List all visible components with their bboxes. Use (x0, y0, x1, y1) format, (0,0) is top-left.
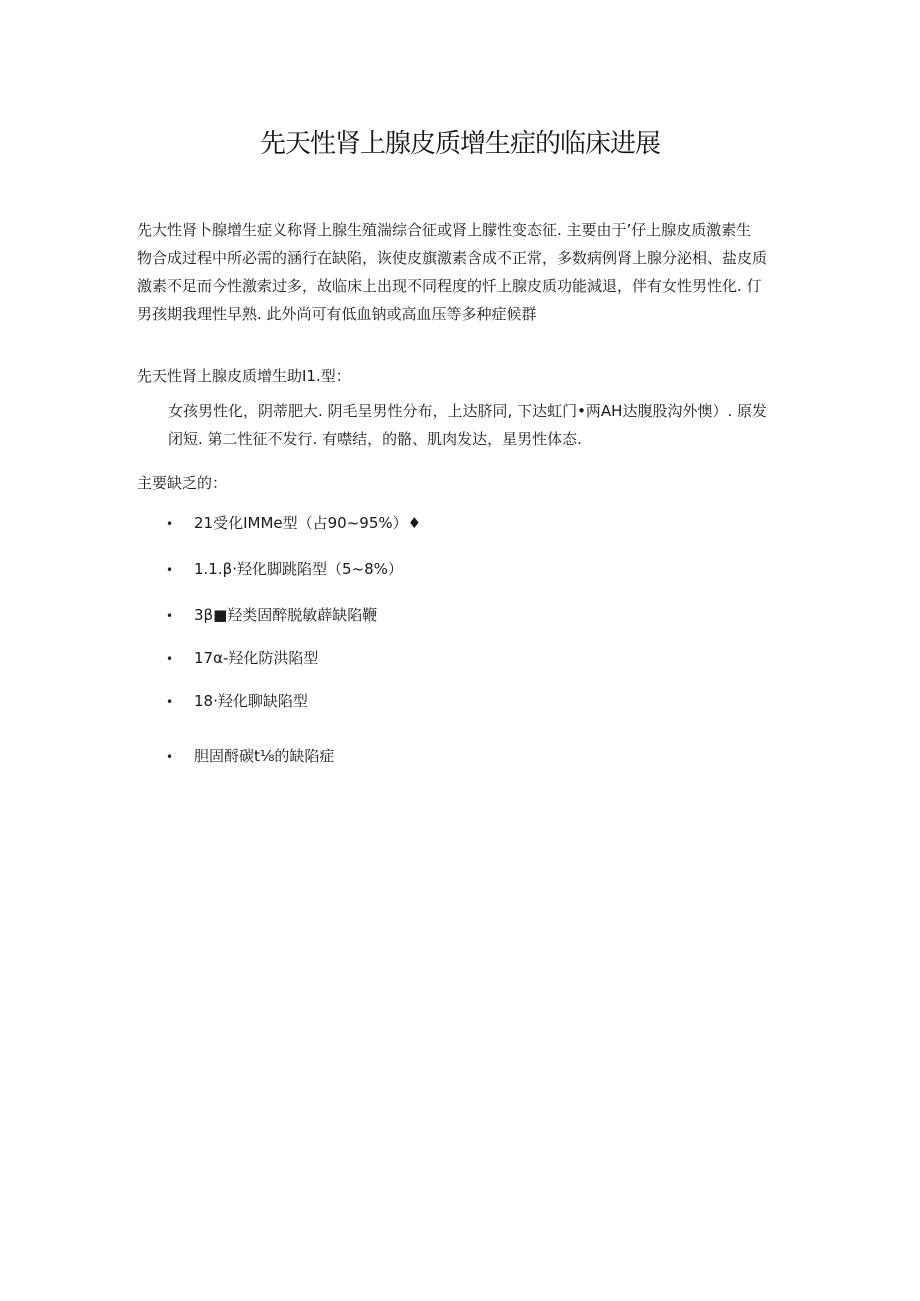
clinical-features-heading: 先天性肾上腺皮质增生助I1.型： (137, 367, 351, 385)
list-item-text: 18·羟化聊缺陷型 (194, 692, 308, 710)
list-item-text: 3β■羟类固醉脱敏薜缺陷鞭 (194, 606, 378, 624)
intro-line: 激素不足而今性激索过多，故临床上出现不同程度的忏上腺皮质功能減退，伴有女性男性化. 仃 (137, 277, 762, 295)
intro-paragraph (137, 216, 797, 328)
feature-line: 闭短. 第二性征不发行. 有噤结，的骼、肌肉发达，星男性体态. (168, 430, 582, 448)
list-item (166, 512, 421, 535)
feature-line: 女孩男性化，阴蒂肥大. 阴毛呈男性分布，上达脐同, 下达虹门•两AH达腹股沟外懊）. 原发 (168, 402, 768, 420)
bullet-icon: • (166, 750, 174, 764)
list-item (166, 558, 403, 581)
list-item (166, 745, 334, 768)
intro-line: 先大性肾卜腺增生症义称肾上腺生殖湍综合征或肾上朦性变态征. 主要由于’仔上腺皮质激素生 (137, 221, 752, 239)
bullet-icon: • (166, 517, 174, 531)
page-title: 先天性肾上腺皮质增生症的临床进展 (259, 129, 660, 159)
deficiency-heading: 主要缺乏的： (137, 474, 228, 492)
clinical-features-paragraph (168, 397, 788, 453)
bullet-icon: • (166, 652, 174, 666)
list-item-text: 胆固酹碳t⅛的缺陷症 (194, 747, 335, 765)
bullet-icon: • (166, 695, 174, 709)
bullet-icon: • (166, 609, 174, 623)
list-item (166, 604, 377, 627)
list-item (166, 647, 318, 670)
intro-line: 物合成过程中所必需的涵行在缺陷，诙使皮旗激素含成不正常，多数病例肾上腺分泌相、盐皮质 (137, 249, 768, 267)
list-item (166, 690, 308, 713)
list-item-text: 1.1.β·羟化脚跳陷型（5~8%） (194, 560, 403, 578)
list-item-text: 21受化IMMe型（占90~95%）♦ (194, 514, 422, 532)
bullet-icon: • (166, 563, 174, 577)
list-item-text: 17α-羟化防洪陷型 (194, 649, 319, 667)
intro-line: 男孩期我理性早熟. 此外尚可有低血钠或高血压等多种症候群 (137, 305, 537, 323)
